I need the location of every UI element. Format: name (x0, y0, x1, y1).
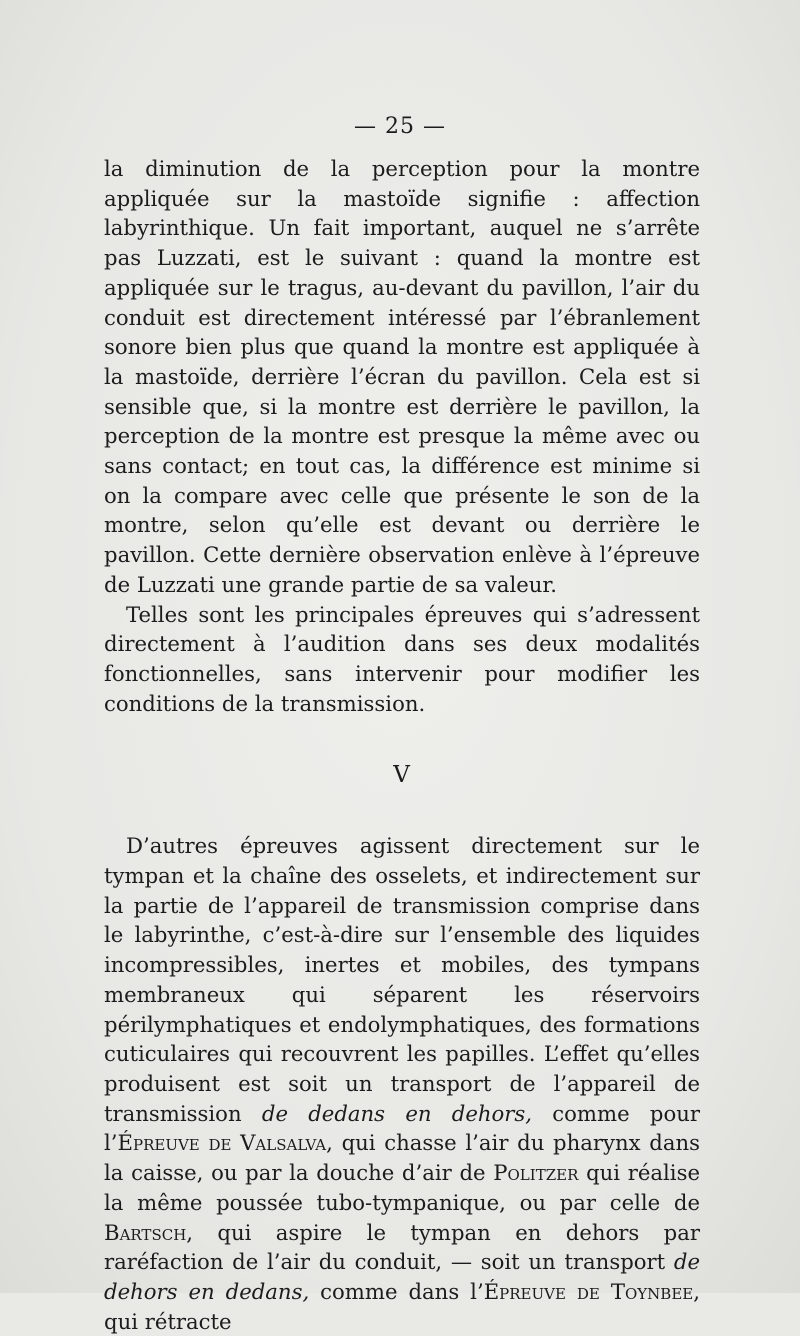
paragraph-3-text-7: , qui rétracte (104, 1278, 700, 1334)
paragraph-3-text-3: , qui chasse l’air du pharynx dans la caisse, ou par la douche d’air de (104, 1130, 700, 1186)
italic-phrase-1: de dedans en dehors, (261, 1100, 533, 1126)
paragraph-3-text-6: comme dans l’ (320, 1278, 484, 1304)
paragraph-3 (104, 831, 700, 1336)
smallcaps-politzer: Politzer (493, 1160, 579, 1186)
body-text (104, 154, 700, 1336)
paragraph-1: la diminution de la perception pour la montre appliquée sur la mastoïde signifie : affection labyrinthique. Un fait important, auquel ne s’arrête pas Luzzati, est le suivant : quand la montre est appliquée sur le tragus, au-devant du pavillon, l’air du conduit est directement intéressé par l’ébranlement sonore bien plus que quand la montre est appliquée à la mastoïde, derrière l’écran du pavillon. Cela est si sensible que, si la montre est derrière le pavillon, la perception de la montre est presque la même avec ou sans contact; en tout cas, la différence est minime si on la compare avec celle que présente le son de la montre, selon qu’elle est devant ou derrière le pavillon. Cette dernière observation enlève à l’épreuve de Luzzati une grande partie de sa valeur. (104, 156, 700, 597)
page-number: — 25 — (354, 114, 446, 139)
smallcaps-toynbee: Épreuve de Toynbee (483, 1278, 694, 1304)
paragraph-3-text-4: qui réalise la même poussée tubo-tympanique, ou par celle de (104, 1160, 700, 1215)
smallcaps-bartsch: Bartsch (104, 1219, 187, 1245)
paragraph-3-text-1: D’autres épreuves agissent directement sur le tympan et la chaîne des osselets, et indirectement sur la partie de l’appareil de transmission comprise dans le labyrinthe, c’est-à-dire sur l’ensemble des liquides incompressibles, inertes et mobiles, des tympans membraneux qui séparent les réservoirs périlymphatiques et endolymphatiques, des formations cuticulaires qui recouvrent les papilles. L’effet qu’elles produisent est soit un transport de l’appareil de transmission (104, 833, 700, 1126)
paragraph-3-text-2: comme pour l’ (104, 1100, 700, 1156)
paragraph-2: Telles sont les principales épreuves qui s’adressent directement à l’audition dans ses deux modalités fonctionnelles, sans intervenir pour modifier les conditions de la transmission. (104, 601, 700, 716)
smallcaps-valsalva: Épreuve de Valsalva (117, 1130, 327, 1156)
section-heading: V (393, 762, 411, 789)
italic-phrase-2: de dehors en dedans, (104, 1249, 700, 1304)
paragraph-3-text-5: , qui aspire le tympan en dehors par raréfaction de l’air du conduit, — soit un transport (104, 1219, 700, 1275)
